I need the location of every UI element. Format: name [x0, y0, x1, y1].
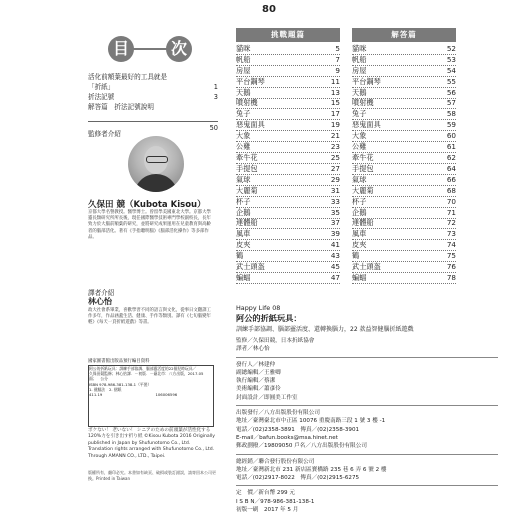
toc-intro — [88, 72, 218, 133]
answers-item-name: 皮夾 — [352, 240, 367, 250]
challenge-item-page: 9 — [335, 65, 340, 75]
catalog-line: 411.19 106006596 — [89, 392, 178, 398]
challenge-item-page: 43 — [330, 251, 340, 261]
answers-item-name: 大麗菊 — [352, 185, 374, 195]
answers-item — [352, 77, 456, 88]
challenge-item — [236, 88, 340, 99]
colophon-line: 初版一刷 2017 年 5 月 — [236, 507, 299, 514]
colophon-line: 地址／臺灣新北市 231 新店區寶橋路 235 巷 6 弄 6 號 2 樓 — [236, 466, 387, 473]
answers-item-page: 56 — [446, 87, 456, 97]
challenge-item — [236, 262, 340, 273]
series-name: Happy Life 08 — [236, 304, 281, 312]
challenge-item-name: 噴射機 — [236, 98, 258, 108]
answers-item — [352, 142, 456, 153]
challenge-item-page: 41 — [330, 240, 340, 250]
challenge-item-page: 47 — [330, 272, 340, 282]
toc-entry-label: 「折紙」 — [88, 83, 115, 91]
colophon-divider — [236, 354, 498, 358]
challenge-item-name: 牽牛花 — [236, 152, 258, 162]
challenge-item — [236, 229, 340, 240]
toc-entry — [88, 72, 218, 82]
challenge-item-page: 35 — [330, 207, 340, 217]
challenge-item — [236, 55, 340, 66]
answers-item — [352, 55, 456, 66]
answers-header: 解答篇 — [352, 28, 456, 42]
challenge-item-name: 蝙蝠 — [236, 272, 251, 282]
colophon-line: 出版發行／八方出版股份有限公司 — [236, 410, 320, 417]
challenge-item-page: 33 — [330, 196, 340, 206]
title-char-2: 次 — [166, 36, 192, 62]
answers-item-page: 61 — [446, 142, 456, 152]
book-title: 阿公的折紙玩具： — [236, 313, 302, 323]
toc-entry-label: 活化前額葉最好的工具就是 — [88, 73, 168, 81]
challenge-item-page: 39 — [330, 229, 340, 239]
answers-item — [352, 229, 456, 240]
answers-item-page: 64 — [446, 163, 456, 173]
challenge-item-page: 13 — [330, 87, 340, 97]
colophon-line: 發行人／林建仲 — [236, 361, 276, 368]
answers-item-page: 53 — [446, 54, 456, 64]
colophon-line: 郵政劃撥／19809050 戶名／八方出版股份有限公司 — [236, 443, 367, 450]
colophon-line: 電話／(02)2358-3891 傳真／(02)2358-3901 — [236, 426, 360, 433]
answers-item-name: 企鵝 — [352, 207, 367, 217]
answers-item — [352, 164, 456, 175]
challenge-item — [236, 99, 340, 110]
editor-photo — [128, 136, 184, 192]
answers-item — [352, 131, 456, 142]
catalog-line: 1. 健腦法 2. 摺紙 — [89, 386, 122, 392]
answers-item — [352, 153, 456, 164]
colophon-divider — [236, 402, 498, 406]
challenge-item-name: 企鵝 — [236, 207, 251, 217]
challenge-item — [236, 44, 340, 55]
answers-item — [352, 197, 456, 208]
challenge-item-name: 帆船 — [236, 54, 251, 64]
colophon-line: 封面設計／即圓美工作室 — [236, 394, 298, 401]
answers-item-page: 68 — [446, 185, 456, 195]
challenge-item — [236, 219, 340, 230]
editor-bio: 京都大學名譽教授。醫學博士。曾留學美國東北大學。京都大學靈長類研究所所長後，現任國際醫學技術專門學校副校長，長年致力於大腦前額葉的研究，並將研究成果運用在兒童教育與高齡者的腦部活化。著有《手指聰明腦》《腦部活化操作》等多部作品。 — [88, 210, 211, 240]
challenge-item-page: 31 — [330, 185, 340, 195]
answers-item-name: 蝙蝠 — [352, 272, 367, 282]
answers-item-page: 78 — [446, 272, 456, 282]
answers-item — [352, 186, 456, 197]
answers-item-name: 武士頭盔 — [352, 262, 381, 272]
challenge-item — [236, 186, 340, 197]
answers-item-page: 70 — [446, 196, 456, 206]
toc-entry — [88, 82, 218, 92]
answers-item-name: 杯子 — [352, 196, 367, 206]
challenge-item-page: 25 — [330, 152, 340, 162]
challenge-item — [236, 240, 340, 251]
answers-item-name: 氣球 — [352, 174, 367, 184]
challenge-item-page: 23 — [330, 142, 340, 152]
answers-item-page: 76 — [446, 262, 456, 272]
answers-item-page: 55 — [446, 76, 456, 86]
answers-item — [352, 88, 456, 99]
answers-item — [352, 109, 456, 120]
challenge-item — [236, 208, 340, 219]
challenge-item — [236, 273, 340, 284]
page-number: 80 — [262, 4, 276, 15]
catalog-line: 面； 公分 — [89, 376, 108, 382]
answers-item-page: 54 — [446, 65, 456, 75]
book-description: 訓練手部協調、腦部靈活度、還轉換腦力，22 款益智健腦折紙遊戲 — [236, 326, 414, 333]
answers-item — [352, 175, 456, 186]
challenge-item-page: 15 — [330, 98, 340, 108]
challenge-item — [236, 175, 340, 186]
challenge-item-name: 風車 — [236, 229, 251, 239]
challenge-item-name: 連體船 — [236, 218, 258, 228]
challenge-item — [236, 164, 340, 175]
translator-header: 譯者介紹 — [88, 289, 115, 297]
answers-item-name: 貓咪 — [352, 43, 367, 53]
challenge-item-name: 大象 — [236, 131, 251, 141]
answers-item-page: 62 — [446, 152, 456, 162]
answers-item — [352, 44, 456, 55]
translator-bio: 政大社會系畢業，喜歡學習不同的語言與文化，從事日文翻譯工作多年，作品涵蓋生活、健康、手作等類別。譯有《七旬腦變年輕》《每天一頁折紙遊戲》等書。 — [88, 308, 211, 326]
toc-entry — [88, 92, 218, 102]
catalog-line: ISBN 978-986-381-138-1（平裝） — [89, 381, 152, 387]
challenge-item — [236, 66, 340, 77]
challenge-item-name: 氣球 — [236, 174, 251, 184]
toc-entry-label: 折法記號 — [88, 93, 115, 101]
catalog-line: 阿公的折紙玩具：訓練手部協調、腦部靈活度的22個兒時玩具／ — [89, 366, 197, 371]
challenge-header: 挑戰題篇 — [236, 28, 340, 42]
challenge-item-page: 19 — [330, 120, 340, 130]
challenge-item-name: 房屋 — [236, 65, 251, 75]
colophon-line: 電話／(02)2917-8022 傳真／(02)2915-6275 — [236, 475, 360, 482]
answers-item-page: 75 — [446, 251, 456, 261]
toc-entry-page: 50 — [209, 124, 218, 132]
title-connector — [130, 48, 170, 50]
catalog-line: 久保田競監修；林心怡譯．－初版．－臺北市：八方出版，2017.05 — [89, 371, 204, 377]
challenge-item-page: 21 — [330, 131, 340, 141]
toc-entry-label: 解答篇 折法記號說明 — [88, 103, 154, 111]
challenge-item — [236, 251, 340, 262]
answers-item-name: 天鵝 — [352, 87, 367, 97]
copyright-notice: ボケない！ 老いない！ シニアのための前頭葉が活性化する120%力を引き出す折り紙 ©Kisou Kubota 2016 Originally published in Japan by Shufunotomo Co., Ltd. Translation rights arranged with Shufunotomo Co., Ltd. Through AMANN CO., LTD., Taipei. — [88, 428, 216, 459]
answers-item-name: 噴射機 — [352, 98, 374, 108]
answers-item-page: 52 — [446, 43, 456, 53]
answers-item — [352, 273, 456, 284]
challenge-item — [236, 120, 340, 131]
challenge-item-page: 45 — [330, 262, 340, 272]
colophon-divider — [236, 482, 498, 486]
colophon-line: I S B N／978-986-381-138-1 — [236, 498, 315, 505]
challenge-item-name: 惡鬼面具 — [236, 120, 265, 130]
challenge-item — [236, 131, 340, 142]
answers-item-name: 大象 — [352, 131, 367, 141]
answers-item — [352, 66, 456, 77]
answers-item-name: 兔子 — [352, 109, 367, 119]
challenge-item — [236, 142, 340, 153]
challenge-item-page: 5 — [335, 43, 340, 53]
answers-item — [352, 208, 456, 219]
challenge-item — [236, 153, 340, 164]
answers-item-name: 帆船 — [352, 54, 367, 64]
colophon-line: E-mail／bafun.books@msa.hinet.net — [236, 434, 338, 441]
challenge-item — [236, 77, 340, 88]
fine-print: 版權所有，翻印必究。本書如有缺頁、破損或裝訂錯誤，請寄回本公司更換。Printed in Taiwan — [88, 470, 216, 481]
colophon-line: 定 價／新台幣 299 元 — [236, 490, 295, 497]
answers-item-name: 牽牛花 — [352, 152, 374, 162]
answers-item-page: 59 — [446, 120, 456, 130]
colophon-info — [236, 337, 498, 514]
challenge-item-name: 兔子 — [236, 109, 251, 119]
challenge-item-name: 鶴 — [236, 251, 244, 261]
challenge-item-name: 貓咪 — [236, 43, 251, 53]
answers-item-page: 60 — [446, 131, 456, 141]
translator-name: 林心怡 — [88, 297, 112, 306]
toc-entry-page: 1 — [213, 83, 218, 91]
toc-entry — [88, 102, 218, 112]
answers-item-page: 74 — [446, 240, 456, 250]
challenge-item-page: 37 — [330, 218, 340, 228]
answers-item-name: 手提包 — [352, 163, 374, 173]
colophon-line: 總經銷／聯合發行股份有限公司 — [236, 458, 315, 465]
answers-item-name: 房屋 — [352, 65, 367, 75]
toc-divider — [88, 113, 218, 122]
colophon-line: 地址／臺灣臺北市中正區 10076 重慶南路三段 1 號 3 樓 -1 — [236, 418, 386, 425]
answers-item-page: 66 — [446, 174, 456, 184]
challenge-item — [236, 109, 340, 120]
challenge-item-name: 武士頭盔 — [236, 262, 265, 272]
challenge-item-page: 7 — [335, 54, 340, 64]
colophon-line: 監修／久保田競，日本折紙協會 — [236, 338, 315, 344]
answers-item-page: 57 — [446, 98, 456, 108]
answers-item — [352, 120, 456, 131]
title-char-1: 目 — [108, 36, 134, 62]
challenge-item-page: 27 — [330, 163, 340, 173]
challenge-item — [236, 197, 340, 208]
answers-item-name: 風車 — [352, 229, 367, 239]
catalog-box — [88, 365, 214, 427]
editor-header: 監修者介紹 — [88, 130, 121, 138]
colophon-line: 美術編輯／蕭彥伶 — [236, 386, 281, 393]
toc-title — [108, 36, 200, 62]
challenge-item-page: 17 — [330, 109, 340, 119]
colophon-line: 副總編輯／王雅卿 — [236, 369, 281, 376]
answers-item-page: 71 — [446, 207, 456, 217]
challenge-item-name: 手提包 — [236, 163, 258, 173]
challenge-list — [236, 44, 340, 284]
answers-item-name: 鶴 — [352, 251, 360, 261]
colophon-line: 譯者／林心怡 — [236, 346, 270, 353]
answers-item — [352, 240, 456, 251]
challenge-item-name: 公雞 — [236, 142, 251, 152]
answers-item-name: 公雞 — [352, 142, 367, 152]
challenge-item-name: 大麗菊 — [236, 185, 258, 195]
answers-item-page: 72 — [446, 218, 456, 228]
challenge-item-page: 11 — [330, 76, 340, 86]
colophon-line: 執行編輯／蔡潔 — [236, 378, 276, 385]
editor-name: 久保田 競（Kubota Kisou） — [88, 200, 206, 210]
answers-item — [352, 262, 456, 273]
challenge-item-name: 杯子 — [236, 196, 251, 206]
answers-item — [352, 219, 456, 230]
colophon-divider — [236, 451, 498, 455]
catalog-title: 國家圖書館出版品預行編目資料 — [88, 359, 150, 364]
answers-item-page: 58 — [446, 109, 456, 119]
challenge-item-page: 29 — [330, 174, 340, 184]
challenge-item-name: 皮夾 — [236, 240, 251, 250]
toc-entry-page: 3 — [213, 93, 218, 101]
challenge-item-name: 天鵝 — [236, 87, 251, 97]
answers-list — [352, 44, 456, 284]
answers-item — [352, 251, 456, 262]
answers-item — [352, 99, 456, 110]
challenge-item-name: 平台鋼琴 — [236, 76, 265, 86]
answers-item-name: 平台鋼琴 — [352, 76, 381, 86]
answers-item-page: 73 — [446, 229, 456, 239]
answers-item-name: 惡鬼面具 — [352, 120, 381, 130]
answers-item-name: 連體船 — [352, 218, 374, 228]
